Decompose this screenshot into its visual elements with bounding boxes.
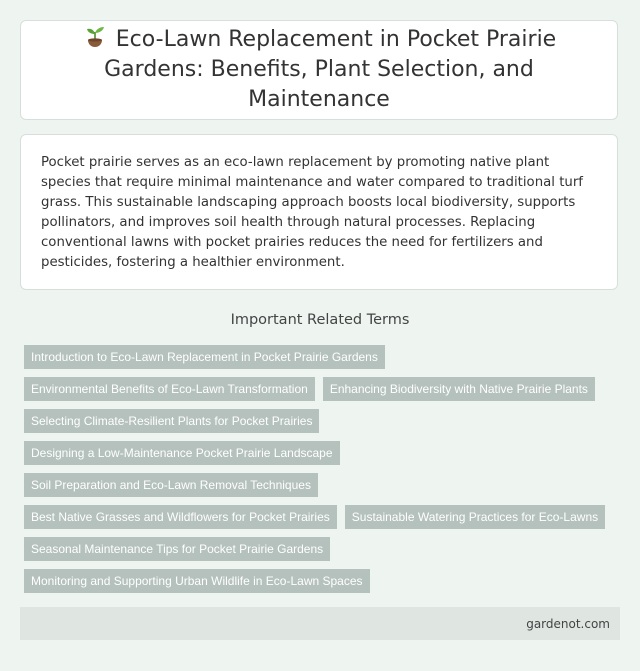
related-term-tag[interactable]: Soil Preparation and Eco-Lawn Removal Techniques <box>24 473 318 497</box>
related-terms-heading: Important Related Terms <box>230 312 410 328</box>
related-term-tag[interactable]: Introduction to Eco-Lawn Replacement in Pocket Prairie Gardens <box>24 345 385 369</box>
page-title-text: Eco-Lawn Replacement in Pocket Prairie Gardens: Benefits, Plant Selection, and Maintenance <box>104 27 557 112</box>
summary-text: Pocket prairie serves as an eco-lawn replacement by promoting native plant species that require minimal maintenance and water compared to traditional turf grass. This sustainable landscaping approach boosts local biodiversity, supports pollinators, and improves soil health through natural processes. Replacing conventional lawns with pocket prairies reduces the need for fertilizers and pesticides, fostering a healthier environment. <box>41 155 583 270</box>
related-term-tag[interactable]: Best Native Grasses and Wildflowers for Pocket Prairies <box>24 505 337 529</box>
related-term-tag[interactable]: Designing a Low-Maintenance Pocket Prairie Landscape <box>24 441 340 465</box>
related-terms-list <box>24 345 620 593</box>
header-card <box>20 20 618 120</box>
related-term-tag[interactable]: Enhancing Biodiversity with Native Prairie Plants <box>323 377 595 401</box>
related-term-tag[interactable]: Sustainable Watering Practices for Eco-Lawns <box>345 505 605 529</box>
related-term-tag[interactable]: Environmental Benefits of Eco-Lawn Transformation <box>24 377 315 401</box>
summary-card <box>20 134 618 290</box>
related-term-tag[interactable]: Seasonal Maintenance Tips for Pocket Prairie Gardens <box>24 537 330 561</box>
footer-site-link[interactable]: gardenot.com <box>526 616 610 631</box>
related-term-tag[interactable]: Selecting Climate-Resilient Plants for Pocket Prairies <box>24 409 319 433</box>
page-title <box>21 25 617 115</box>
footer <box>20 607 620 640</box>
related-term-tag[interactable]: Monitoring and Supporting Urban Wildlife in Eco-Lawn Spaces <box>24 569 370 593</box>
sprout-icon <box>82 25 108 49</box>
